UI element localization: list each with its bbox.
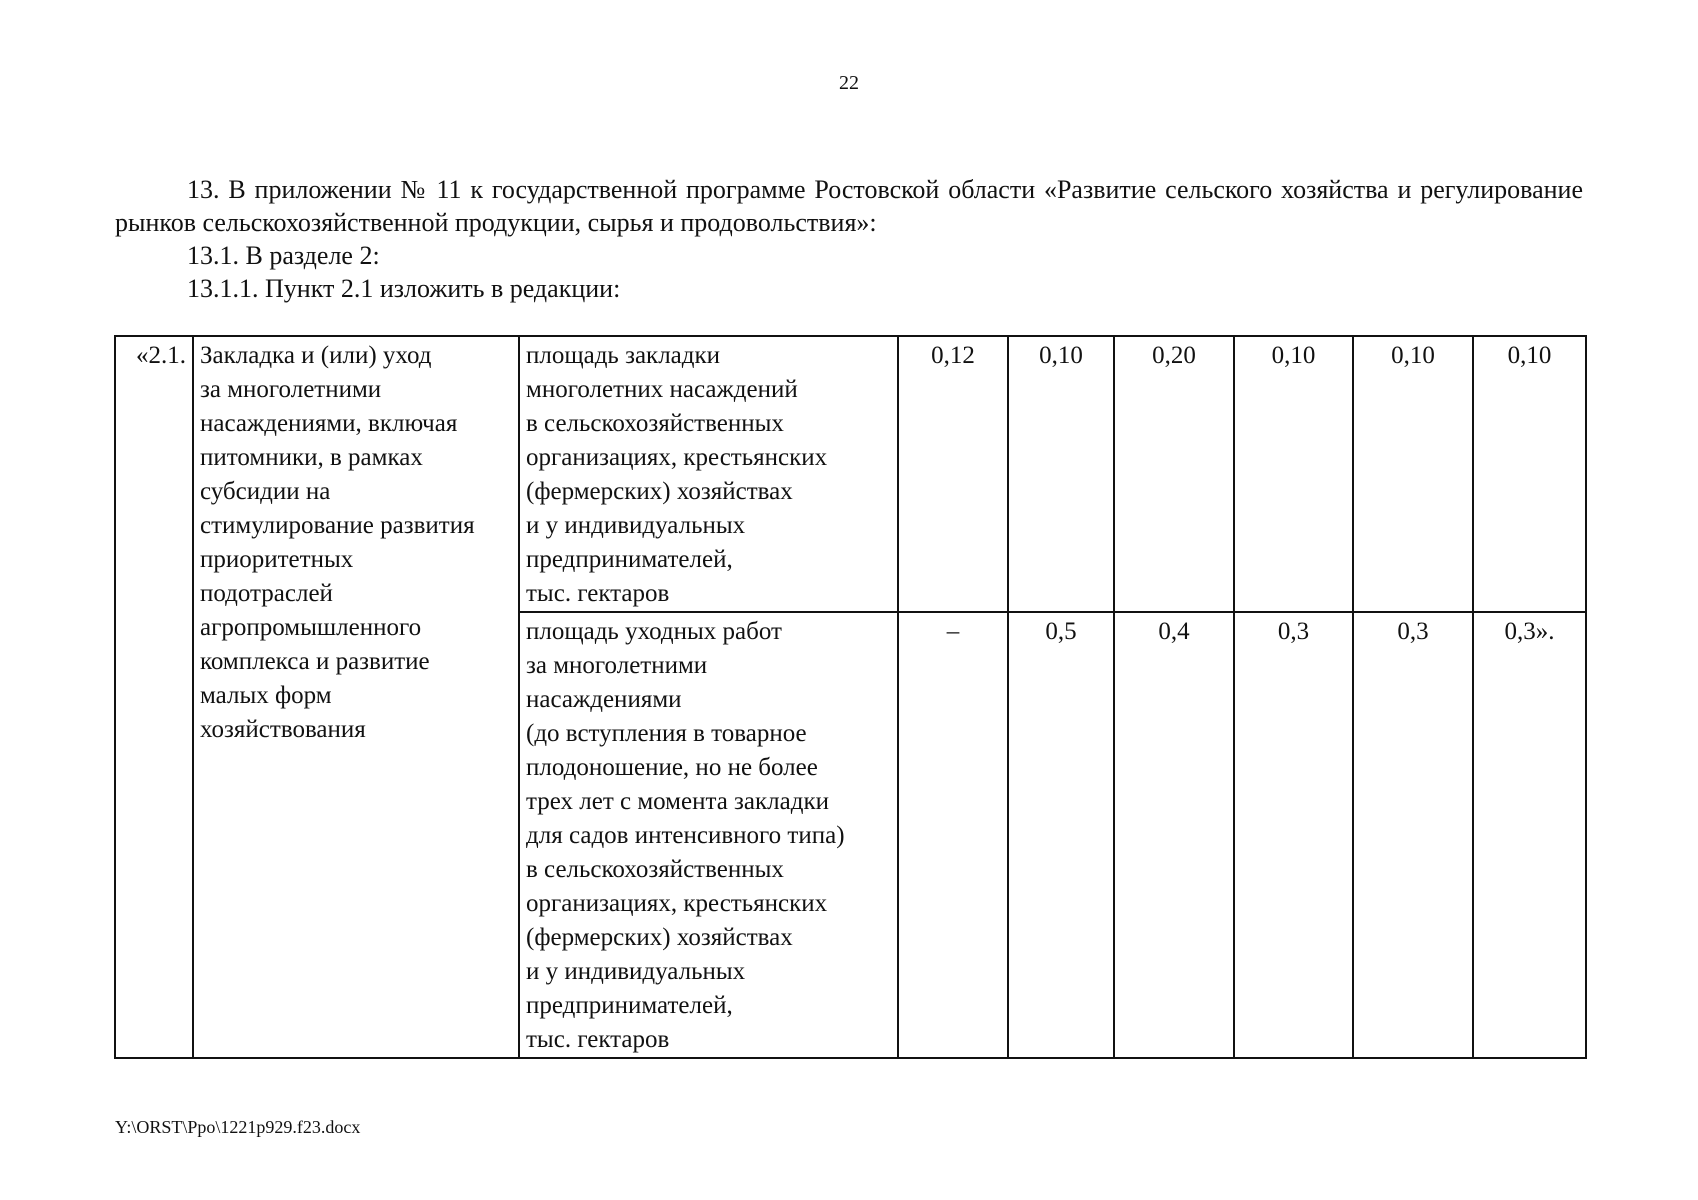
value-cell: 0,12: [898, 336, 1008, 612]
value-cell: 0,3».: [1473, 612, 1586, 1058]
measure-name-cell: Закладка и (или) уход за многолетними насаждениями, включая питомники, в рамках субсидии на стимулирование развития приоритетных подотраслей агропромышленного комплекса и развитие малых форм хозяйствования: [193, 336, 519, 1058]
value-cell: 0,10: [1473, 336, 1586, 612]
value-cell: –: [898, 612, 1008, 1058]
value-cell: 0,4: [1114, 612, 1234, 1058]
value-cell: 0,10: [1353, 336, 1473, 612]
value-cell: 0,10: [1008, 336, 1114, 612]
table-row: [115, 336, 1586, 612]
paragraph-13-1: 13.1. В разделе 2:: [187, 241, 380, 270]
value-cell: 0,20: [1114, 336, 1234, 612]
paragraph-13: 13. В приложении № 11 к государственной программе Ростовской области «Развитие сельского хозяйства и регулирование рынков сельскохозяйственной продукции, сырья и продовольствия»:: [115, 175, 1583, 237]
item-number-cell: «2.1.: [115, 336, 193, 1058]
value-cell: 0,3: [1234, 612, 1353, 1058]
paragraph-13-1-1: 13.1.1. Пункт 2.1 изложить в редакции:: [187, 274, 621, 303]
amendment-table: [114, 335, 1587, 1059]
value-cell: 0,10: [1234, 336, 1353, 612]
indicator-cell: площадь закладки многолетних насаждений в сельскохозяйственных организациях, крестьянских (фермерских) хозяйствах и у индивидуальных предпринимателей, тыс. гектаров: [519, 336, 898, 612]
document-body: [115, 173, 1583, 305]
value-cell: 0,5: [1008, 612, 1114, 1058]
footer-file-path: Y:\ORST\Ppo\1221p929.f23.docx: [115, 1117, 361, 1137]
value-cell: 0,3: [1353, 612, 1473, 1058]
indicator-cell: площадь уходных работ за многолетними насаждениями (до вступления в товарное плодоношение, но не более трех лет с момента закладки для садов интенсивного типа) в сельскохозяйственных организациях, крестьянских (фермерских) хозяйствах и у индивидуальных предпринимателей, тыс. гектаров: [519, 612, 898, 1058]
page-number: 22: [839, 72, 859, 94]
